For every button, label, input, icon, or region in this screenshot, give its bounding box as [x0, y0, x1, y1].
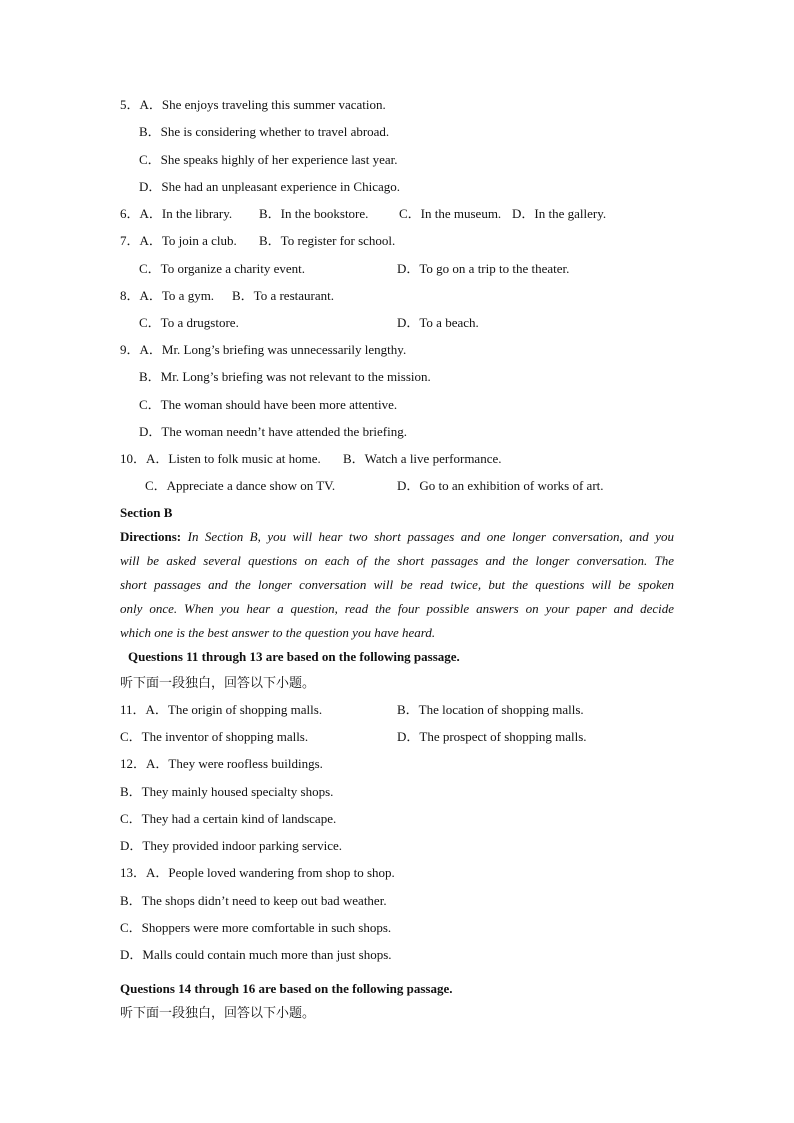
q8-option-a: 8．A．To a gym.: [120, 288, 215, 303]
q12-option-c: C．They had a certain kind of landscape.: [120, 811, 337, 826]
q8-option-c: C．To a drugstore.: [139, 315, 239, 330]
directions-label: Directions:: [120, 529, 182, 544]
q7-option-a: 7．A．To join a club.: [120, 233, 237, 248]
directions-line-2: will be asked several questions on each of the short passages and the longer conversation. The: [120, 553, 674, 568]
q13-option-c: C．Shoppers were more comfortable in such shops.: [120, 920, 392, 935]
q11-option-a: 11．A．The origin of shopping malls.: [120, 702, 323, 717]
q12-option-a: 12．A．They were roofless buildings.: [120, 756, 323, 771]
passage-2-instruction: 听下面一段独白，回答以下小题。: [120, 1006, 316, 1021]
q10-option-a: 10．A．Listen to folk music at home.: [120, 451, 321, 466]
q5-option-a: 5．A．She enjoys traveling this summer vacation.: [120, 97, 386, 112]
q12-option-d: D．They provided indoor parking service.: [120, 838, 343, 853]
q5-option-b: B．She is considering whether to travel abroad.: [139, 124, 390, 139]
q9-option-c: C．The woman should have been more attentive.: [139, 397, 398, 412]
q11-option-d: D．The prospect of shopping malls.: [397, 729, 587, 744]
passage-2-heading: Questions 14 through 16 are based on the following passage.: [120, 981, 453, 996]
q5-option-c: C．She speaks highly of her experience last year.: [139, 152, 398, 167]
q12-option-b: B．They mainly housed specialty shops.: [120, 784, 334, 799]
q11-option-c: C．The inventor of shopping malls.: [120, 729, 309, 744]
passage-1-heading: Questions 11 through 13 are based on the following passage.: [128, 649, 460, 664]
q10-option-b: B．Watch a live performance.: [343, 451, 502, 466]
q8-option-b: B．To a restaurant.: [232, 288, 334, 303]
q9-option-b: B．Mr. Long’s briefing was not relevant to the mission.: [139, 369, 431, 384]
directions-line-3: short passages and the longer conversation will be read twice, but the questions will be spoken: [120, 577, 674, 592]
directions-line-1: [120, 529, 674, 545]
q9-option-a: 9．A．Mr. Long’s briefing was unnecessarily lengthy.: [120, 342, 407, 357]
passage-1-instruction: 听下面一段独白，回答以下小题。: [120, 676, 316, 691]
q10-option-d: D．Go to an exhibition of works of art.: [397, 478, 604, 493]
q13-option-d: D．Malls could contain much more than just shops.: [120, 947, 392, 962]
q7-option-d: D．To go on a trip to the theater.: [397, 261, 570, 276]
q11-option-b: B．The location of shopping malls.: [397, 702, 584, 717]
q10-option-c: C．Appreciate a dance show on TV.: [145, 478, 336, 493]
section-b-title: Section B: [120, 505, 173, 520]
directions-line-5: which one is the best answer to the question you have heard.: [120, 625, 436, 640]
q6-option-b: B．In the bookstore.: [259, 206, 369, 221]
q6-option-d: D．In the gallery.: [512, 206, 607, 221]
q8-option-d: D．To a beach.: [397, 315, 479, 330]
directions-line-4: only once. When you hear a question, read the four possible answers on your paper and decide: [120, 601, 674, 616]
q7-option-b: B．To register for school.: [259, 233, 396, 248]
q13-option-a: 13．A．People loved wandering from shop to shop.: [120, 865, 395, 880]
q5-option-d: D．She had an unpleasant experience in Chicago.: [139, 179, 400, 194]
q7-option-c: C．To organize a charity event.: [139, 261, 305, 276]
q13-option-b: B．The shops didn’t need to keep out bad weather.: [120, 893, 387, 908]
q6-option-c: C．In the museum.: [399, 206, 502, 221]
directions-text: In Section B, you will hear two short passages and one longer conversation, and you: [187, 529, 675, 544]
q9-option-d: D．The woman needn’t have attended the briefing.: [139, 424, 407, 439]
q6-option-a: 6．A．In the library.: [120, 206, 233, 221]
